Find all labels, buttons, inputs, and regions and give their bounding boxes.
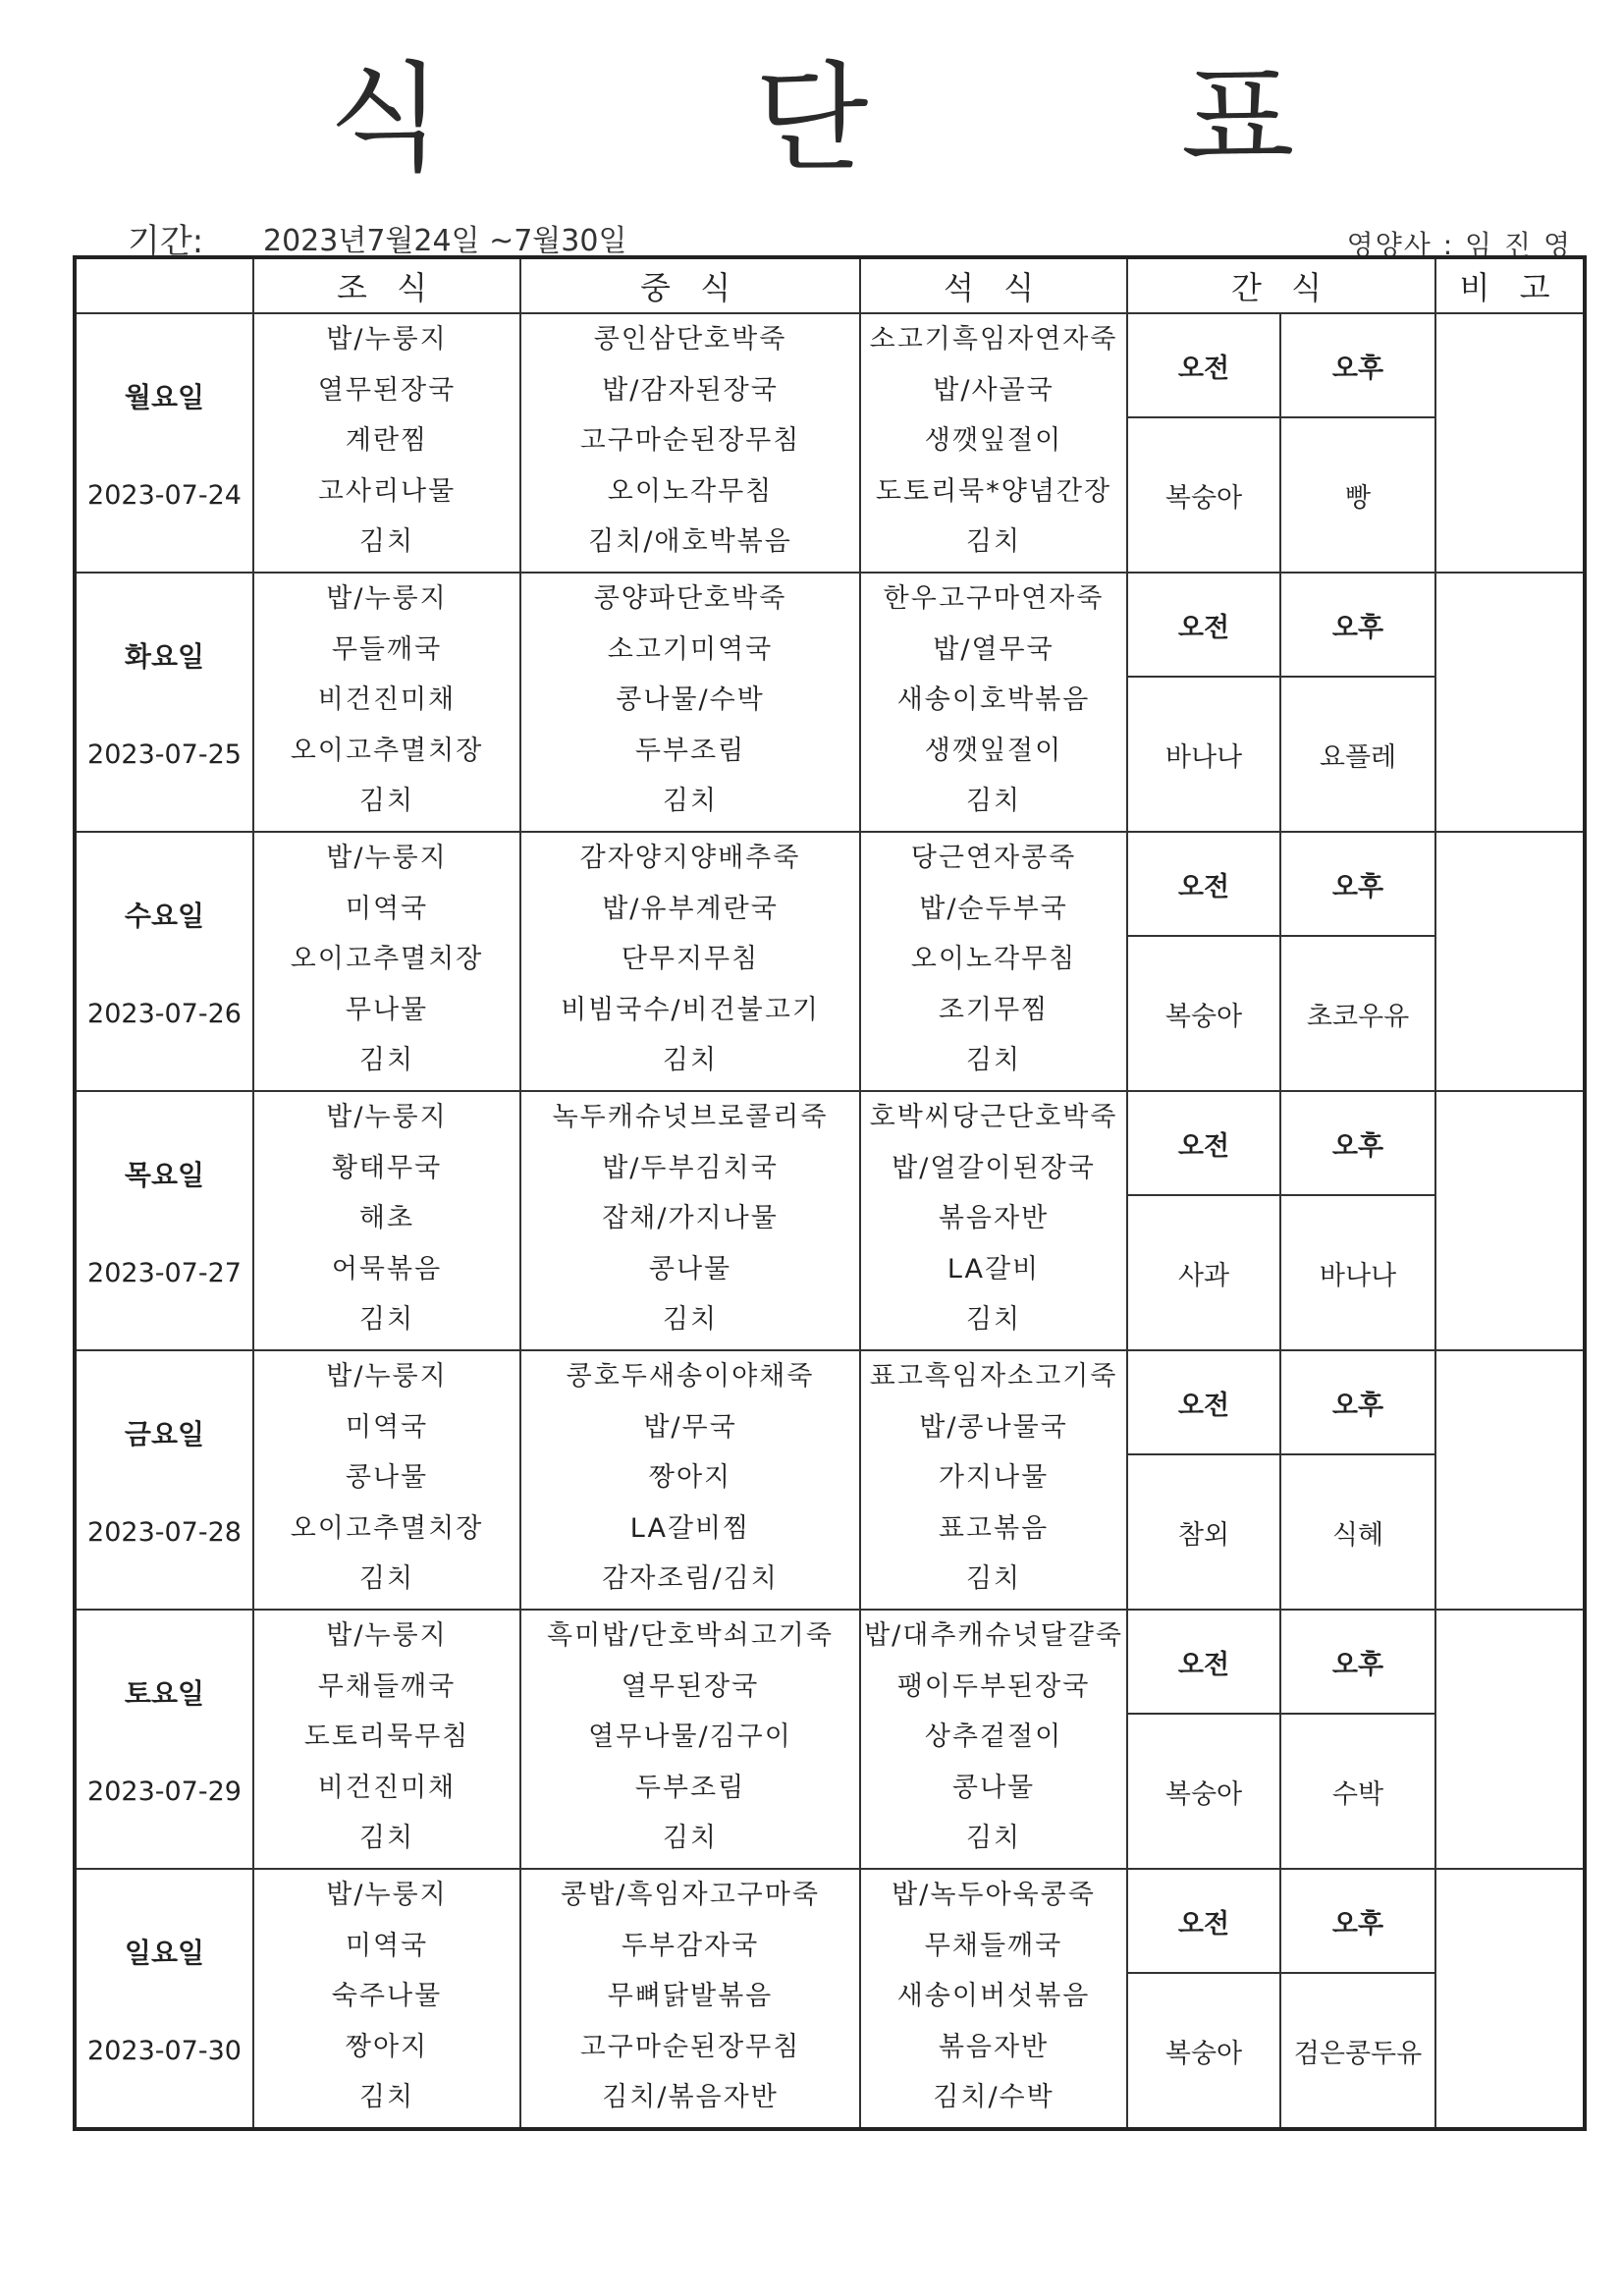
period-label: 기간:: [128, 222, 204, 261]
snack-am-label: 오전: [1177, 353, 1230, 384]
snack-am-label-box: [1128, 1092, 1281, 1196]
lunch-item: 밥/무국: [643, 1411, 737, 1443]
lunch-item: 밥/감자된장국: [602, 374, 779, 406]
snack-cell: [1127, 1610, 1435, 1869]
snack-header: 간 식: [1127, 257, 1435, 313]
lunch-item: 밥/유부계란국: [602, 893, 779, 924]
breakfast-list: [254, 1870, 519, 2123]
lunch-item: 김치: [662, 786, 719, 817]
dinner-cell: [860, 1610, 1127, 1869]
breakfast-item: 오이고추멸치장: [290, 735, 484, 766]
lunch-item: 녹두캐슈넛브로콜리죽: [552, 1101, 829, 1132]
snack-pm-label-box: [1281, 1092, 1434, 1196]
dietitian: 영양사 : 임 진 영: [1346, 229, 1572, 261]
dinner-item: 소고기흑임자연자죽: [869, 323, 1118, 355]
dinner-item: 호박씨당근단호박죽: [869, 1101, 1118, 1132]
day-row: [75, 832, 1585, 1091]
day-cell: [75, 573, 253, 832]
lunch-item: 콩인삼단호박죽: [593, 323, 787, 355]
breakfast-item: 밥/누룽지: [326, 1360, 448, 1392]
snack-cell: [1127, 1091, 1435, 1350]
snack-pm-label-box: [1281, 574, 1434, 678]
breakfast-cell: [253, 1610, 520, 1869]
lunch-item: 두부조림: [634, 1772, 746, 1803]
remarks-cell: [1435, 832, 1585, 1091]
snack-pm-item-box: [1281, 1455, 1434, 1609]
lunch-item: 두부조림: [634, 735, 746, 766]
dinner-item: 가지나물: [938, 1462, 1050, 1494]
snack-pm-label: 오후: [1331, 1908, 1384, 1940]
dinner-item: 조기무찜: [938, 994, 1050, 1025]
dinner-item: 새송이버섯볶음: [896, 1981, 1091, 2012]
day-name: 토요일: [124, 1676, 205, 1710]
remarks-cell: [1435, 313, 1585, 573]
breakfast-item: 비건진미채: [317, 1772, 457, 1803]
snack-am-item-box: [1128, 1455, 1281, 1609]
lunch-cell: [520, 573, 860, 832]
dinner-cell: [860, 1091, 1127, 1350]
dinner-list: [861, 1870, 1126, 2123]
dinner-item: 밥/순두부국: [919, 893, 1068, 924]
breakfast-item: 김치: [358, 2082, 415, 2113]
dinner-list: [861, 1611, 1126, 1864]
page-title: 식 단 표: [328, 51, 1433, 188]
dinner-item: 밥/대추캐슈넛달걀죽: [864, 1619, 1123, 1651]
snack-grid: [1128, 1611, 1434, 1868]
snack-am-item-box: [1128, 418, 1281, 572]
day-name: 수요일: [124, 899, 205, 932]
snack-cell: [1127, 832, 1435, 1091]
lunch-item: 김치: [662, 1045, 719, 1076]
breakfast-item: 짱아지: [345, 2031, 429, 2062]
snack-pm-item: 검은콩두유: [1293, 2038, 1423, 2069]
breakfast-item: 무나물: [345, 994, 429, 1025]
day-date: 2023-07-30: [87, 2035, 242, 2066]
day-cell: [75, 832, 253, 1091]
breakfast-item: 비건진미채: [317, 684, 457, 716]
dinner-item: 새송이호박볶음: [896, 684, 1091, 716]
snack-cell: [1127, 1869, 1435, 2129]
snack-am-label-box: [1128, 314, 1281, 418]
breakfast-item: 밥/누룽지: [326, 323, 448, 355]
dinner-cell: [860, 313, 1127, 573]
snack-grid: [1128, 833, 1434, 1090]
snack-am-item: 복숭아: [1164, 482, 1243, 514]
dinner-item: 표고볶음: [938, 1512, 1050, 1544]
snack-pm-label-box: [1281, 1611, 1434, 1715]
lunch-item: 콩나물/수박: [616, 684, 765, 716]
dinner-item: 김치: [965, 1045, 1022, 1076]
breakfast-item: 열무된장국: [317, 374, 457, 406]
breakfast-cell: [253, 1350, 520, 1610]
dinner-item: 밥/얼갈이된장국: [892, 1152, 1096, 1183]
breakfast-list: [254, 1092, 519, 1345]
lunch-item: 콩양파단호박죽: [593, 582, 787, 614]
breakfast-item: 밥/누룽지: [326, 1101, 448, 1132]
snack-am-label: 오전: [1177, 871, 1230, 902]
snack-am-label-box: [1128, 1611, 1281, 1715]
dinner-item: 김치: [965, 1823, 1022, 1854]
day-row: [75, 313, 1585, 573]
lunch-item: 밥/두부김치국: [602, 1152, 779, 1183]
day-header: [75, 257, 253, 313]
day-name: 월요일: [124, 380, 205, 413]
lunch-list: [521, 833, 859, 1086]
breakfast-item: 김치: [358, 786, 415, 817]
breakfast-item: 오이고추멸치장: [290, 1512, 484, 1544]
breakfast-item: 해초: [358, 1203, 415, 1234]
breakfast-item: 밥/누룽지: [326, 1879, 448, 1910]
dinner-item: 콩나물: [951, 1772, 1036, 1803]
day-cell: [75, 313, 253, 573]
remarks-cell: [1435, 1350, 1585, 1610]
dinner-item: 김치: [965, 1563, 1022, 1595]
breakfast-list: [254, 574, 519, 827]
lunch-item: 단무지무침: [621, 944, 760, 975]
breakfast-header: 조 식: [253, 257, 520, 313]
dinner-header: 석 식: [860, 257, 1127, 313]
header-row: [75, 257, 1585, 313]
dinner-list: [861, 833, 1126, 1086]
lunch-item: 김치/볶음자반: [602, 2082, 779, 2113]
snack-grid: [1128, 314, 1434, 572]
snack-am-item-box: [1128, 1196, 1281, 1349]
dinner-item: LA갈비: [947, 1253, 1041, 1285]
day-cell: [75, 1610, 253, 1869]
snack-am-item-box: [1128, 678, 1281, 831]
breakfast-item: 무들깨국: [331, 633, 443, 665]
snack-pm-item: 바나나: [1319, 1260, 1397, 1291]
dinner-list: [861, 1092, 1126, 1345]
dinner-item: 밥/콩나물국: [919, 1411, 1068, 1443]
breakfast-cell: [253, 1869, 520, 2129]
snack-am-item: 복숭아: [1164, 1001, 1243, 1032]
dinner-item: 표고흑임자소고기죽: [869, 1360, 1118, 1392]
snack-am-item: 복숭아: [1164, 2038, 1243, 2069]
breakfast-item: 미역국: [345, 893, 429, 924]
snack-am-label-box: [1128, 574, 1281, 678]
day-cell: [75, 1869, 253, 2129]
breakfast-item: 숙주나물: [331, 1981, 443, 2012]
breakfast-item: 김치: [358, 1304, 415, 1336]
day-date: 2023-07-29: [87, 1776, 242, 1807]
lunch-list: [521, 1351, 859, 1605]
breakfast-cell: [253, 313, 520, 573]
day-date: 2023-07-26: [87, 998, 242, 1029]
dinner-cell: [860, 1869, 1127, 2129]
dinner-list: [861, 1351, 1126, 1605]
lunch-item: 김치: [662, 1823, 719, 1854]
dinner-item: 상추겉절이: [924, 1722, 1063, 1753]
breakfast-cell: [253, 573, 520, 832]
snack-cell: [1127, 1350, 1435, 1610]
dinner-item: 무채들깨국: [924, 1930, 1063, 1961]
dinner-item: 생깻잎절이: [924, 735, 1063, 766]
dinner-item: 오이노각무침: [910, 944, 1077, 975]
dinner-cell: [860, 832, 1127, 1091]
breakfast-item: 콩나물: [345, 1462, 429, 1494]
lunch-item: 고구마순된장무침: [579, 2031, 801, 2062]
breakfast-item: 김치: [358, 1045, 415, 1076]
dinner-item: 볶음자반: [938, 2031, 1050, 2062]
lunch-item: 감자양지양배추죽: [579, 842, 801, 873]
dinner-item: 밥/녹두아욱콩죽: [892, 1879, 1096, 1910]
remarks-header: 비 고: [1435, 257, 1585, 313]
snack-am-label: 오전: [1177, 1130, 1230, 1162]
dinner-item: 한우고구마연자죽: [883, 582, 1105, 614]
lunch-item: 비빔국수/비건불고기: [561, 994, 820, 1025]
dinner-item: 밥/사골국: [933, 374, 1055, 406]
snack-am-item: 사과: [1177, 1260, 1230, 1291]
lunch-item: 흑미밥/단호박쇠고기죽: [547, 1619, 834, 1651]
breakfast-item: 김치: [358, 1563, 415, 1595]
lunch-cell: [520, 1091, 860, 1350]
breakfast-list: [254, 833, 519, 1086]
breakfast-item: 어묵볶음: [331, 1253, 443, 1285]
snack-am-item-box: [1128, 1974, 1281, 2127]
snack-am-item-box: [1128, 1715, 1281, 1868]
breakfast-list: [254, 1611, 519, 1864]
snack-pm-item: 요플레: [1319, 741, 1397, 773]
period-value: 2023년7월24일 ~7월30일: [263, 224, 627, 258]
lunch-item: 잡채/가지나물: [602, 1203, 779, 1234]
day-name: 금요일: [124, 1417, 205, 1450]
breakfast-item: 무채들깨국: [317, 1670, 457, 1702]
snack-pm-item-box: [1281, 1715, 1434, 1868]
lunch-item: 고구마순된장무침: [579, 425, 801, 457]
breakfast-item: 계란찜: [345, 425, 429, 457]
snack-am-item-box: [1128, 937, 1281, 1090]
lunch-list: [521, 1092, 859, 1345]
remarks-cell: [1435, 1869, 1585, 2129]
dinner-item: 밥/열무국: [933, 633, 1055, 665]
snack-am-label: 오전: [1177, 1649, 1230, 1680]
snack-am-label-box: [1128, 1351, 1281, 1455]
snack-pm-label-box: [1281, 314, 1434, 418]
snack-am-label: 오전: [1177, 612, 1230, 643]
snack-grid: [1128, 574, 1434, 831]
day-name: 일요일: [124, 1936, 205, 1969]
snack-pm-label: 오후: [1331, 612, 1384, 643]
snack-pm-label: 오후: [1331, 1130, 1384, 1162]
lunch-cell: [520, 313, 860, 573]
menu-body: [75, 313, 1585, 2129]
snack-am-item: 참외: [1177, 1519, 1230, 1551]
snack-am-item: 바나나: [1164, 741, 1243, 773]
snack-pm-item-box: [1281, 678, 1434, 831]
snack-pm-item-box: [1281, 937, 1434, 1090]
lunch-item: 열무나물/김구이: [588, 1722, 792, 1753]
dinner-item: 김치: [965, 786, 1022, 817]
snack-am-label-box: [1128, 1870, 1281, 1974]
snack-am-label-box: [1128, 833, 1281, 937]
lunch-item: 소고기미역국: [607, 633, 774, 665]
breakfast-item: 고사리나물: [317, 475, 457, 507]
snack-pm-label: 오후: [1331, 1390, 1384, 1421]
day-date: 2023-07-28: [87, 1516, 242, 1548]
breakfast-item: 오이고추멸치장: [290, 944, 484, 975]
dinner-list: [861, 314, 1126, 568]
snack-pm-label: 오후: [1331, 1649, 1384, 1680]
lunch-cell: [520, 1350, 860, 1610]
dinner-cell: [860, 1350, 1127, 1610]
dinner-item: 김치: [965, 1304, 1022, 1336]
breakfast-item: 밥/누룽지: [326, 1619, 448, 1651]
lunch-list: [521, 574, 859, 827]
snack-pm-item-box: [1281, 1974, 1434, 2127]
snack-am-label: 오전: [1177, 1390, 1230, 1421]
breakfast-cell: [253, 832, 520, 1091]
lunch-list: [521, 314, 859, 568]
remarks-cell: [1435, 573, 1585, 832]
day-date: 2023-07-24: [87, 479, 242, 511]
dinner-cell: [860, 573, 1127, 832]
day-date: 2023-07-25: [87, 738, 242, 770]
snack-grid: [1128, 1351, 1434, 1609]
day-cell: [75, 1350, 253, 1610]
breakfast-item: 밥/누룽지: [326, 842, 448, 873]
remarks-cell: [1435, 1091, 1585, 1350]
dinner-item: 김치: [965, 526, 1022, 558]
lunch-item: LA갈비찜: [629, 1512, 751, 1544]
snack-cell: [1127, 313, 1435, 573]
snack-pm-item-box: [1281, 418, 1434, 572]
snack-grid: [1128, 1092, 1434, 1349]
snack-grid: [1128, 1870, 1434, 2127]
day-row: [75, 1610, 1585, 1869]
lunch-item: 콩밥/흑임자고구마죽: [561, 1879, 820, 1910]
snack-am-item: 복숭아: [1164, 1778, 1243, 1810]
remarks-cell: [1435, 1610, 1585, 1869]
breakfast-item: 도토리묵무침: [303, 1722, 470, 1753]
dinner-item: 김치/수박: [933, 2082, 1055, 2113]
dinner-list: [861, 574, 1126, 827]
lunch-cell: [520, 1869, 860, 2129]
day-row: [75, 1091, 1585, 1350]
day-name: 목요일: [124, 1158, 205, 1191]
breakfast-item: 미역국: [345, 1930, 429, 1961]
snack-cell: [1127, 573, 1435, 832]
lunch-item: 콩호두새송이야채죽: [566, 1360, 815, 1392]
snack-pm-item: 빵: [1344, 482, 1372, 514]
snack-am-label: 오전: [1177, 1908, 1230, 1940]
lunch-item: 두부감자국: [621, 1930, 760, 1961]
breakfast-item: 김치: [358, 526, 415, 558]
lunch-item: 무뼈닭발볶음: [607, 1981, 774, 2012]
lunch-item: 김치/애호박볶음: [588, 526, 792, 558]
day-name: 화요일: [124, 639, 205, 673]
breakfast-list: [254, 314, 519, 568]
lunch-cell: [520, 1610, 860, 1869]
breakfast-list: [254, 1351, 519, 1605]
lunch-list: [521, 1870, 859, 2123]
lunch-list: [521, 1611, 859, 1864]
day-cell: [75, 1091, 253, 1350]
snack-pm-label-box: [1281, 1870, 1434, 1974]
breakfast-item: 황태무국: [331, 1152, 443, 1183]
day-row: [75, 573, 1585, 832]
snack-pm-label: 오후: [1331, 871, 1384, 902]
breakfast-item: 밥/누룽지: [326, 582, 448, 614]
breakfast-item: 김치: [358, 1823, 415, 1854]
dinner-item: 볶음자반: [938, 1203, 1050, 1234]
lunch-item: 열무된장국: [621, 1670, 760, 1702]
snack-pm-item: 식혜: [1331, 1519, 1384, 1551]
dinner-item: 생깻잎절이: [924, 425, 1063, 457]
snack-pm-label-box: [1281, 833, 1434, 937]
lunch-item: 김치: [662, 1304, 719, 1336]
snack-pm-item: 초코우유: [1306, 1001, 1410, 1032]
snack-pm-label: 오후: [1331, 353, 1384, 384]
snack-pm-label-box: [1281, 1351, 1434, 1455]
day-row: [75, 1350, 1585, 1610]
lunch-header: 중 식: [520, 257, 860, 313]
lunch-item: 짱아지: [648, 1462, 732, 1494]
snack-pm-item: 수박: [1331, 1778, 1384, 1810]
lunch-item: 오이노각무침: [607, 475, 774, 507]
dinner-item: 도토리묵*양념간장: [875, 475, 1112, 507]
breakfast-item: 미역국: [345, 1411, 429, 1443]
lunch-item: 감자조림/김치: [602, 1563, 779, 1595]
menu-table: [73, 255, 1587, 2131]
day-date: 2023-07-27: [87, 1257, 242, 1288]
lunch-item: 콩나물: [648, 1253, 732, 1285]
lunch-cell: [520, 832, 860, 1091]
breakfast-cell: [253, 1091, 520, 1350]
snack-pm-item-box: [1281, 1196, 1434, 1349]
dinner-item: 당근연자콩죽: [910, 842, 1077, 873]
dinner-item: 팽이두부된장국: [896, 1670, 1091, 1702]
day-row: [75, 1869, 1585, 2129]
